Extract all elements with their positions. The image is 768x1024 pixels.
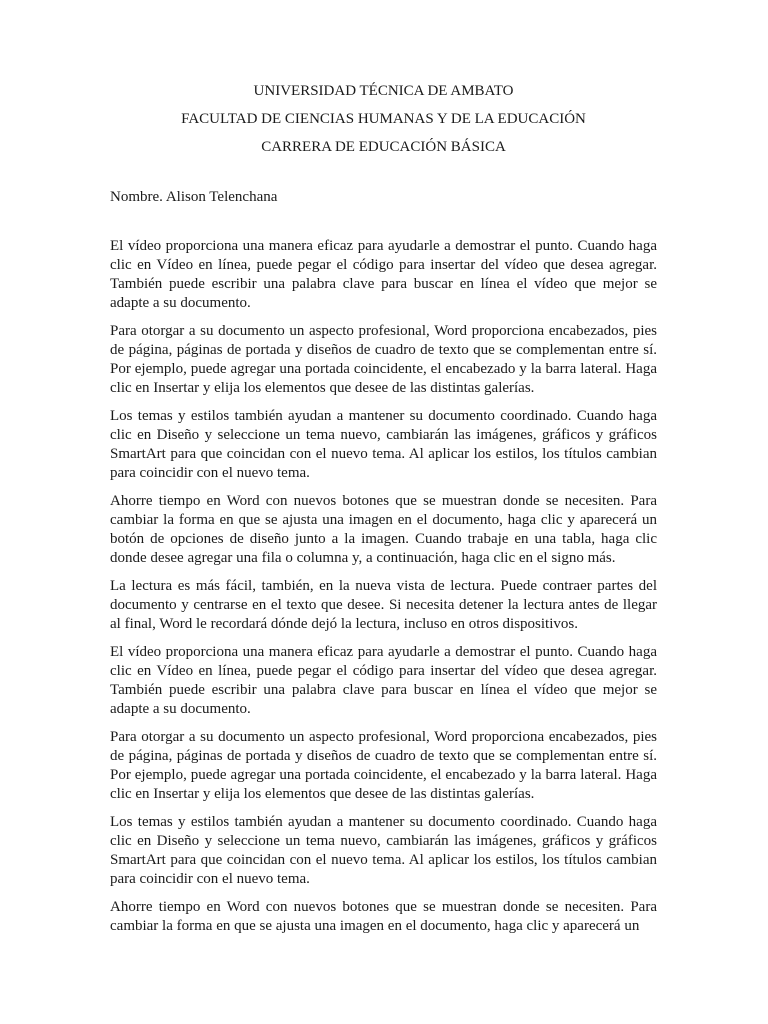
- paragraph: La lectura es más fácil, también, en la nueva vista de lectura. Puede contraer partes del documento y centrarse en el texto que desee. Si necesita detener la lectura antes de llegar al final, Word le recordará dónde dejó la lectura, incluso en otros dispositivos.: [110, 578, 657, 632]
- student-name: Nombre. Alison Telenchana: [110, 189, 278, 205]
- career-title: CARRERA DE EDUCACIÓN BÁSICA: [261, 139, 506, 155]
- university-title: UNIVERSIDAD TÉCNICA DE AMBATO: [253, 83, 514, 99]
- paragraph: Los temas y estilos también ayudan a mantener su documento coordinado. Cuando haga clic en Diseño y seleccione un tema nuevo, cambiarán las imágenes, gráficos y gráficos SmartArt para que coincidan con el nuevo tema. Al aplicar los estilos, los títulos cambian para coincidir con el nuevo tema.: [110, 814, 657, 887]
- document-body: [110, 237, 657, 936]
- paragraph: El vídeo proporciona una manera eficaz para ayudarle a demostrar el punto. Cuando haga clic en Vídeo en línea, puede pegar el código para insertar del vídeo que desea agregar. También puede escribir una palabra clave para buscar en línea el vídeo que mejor se adapte a su documento.: [110, 644, 657, 717]
- paragraph: Ahorre tiempo en Word con nuevos botones que se muestran donde se necesiten. Para cambiar la forma en que se ajusta una imagen en el documento, haga clic y aparecerá un botón de opciones de diseño junto a la imagen. Cuando trabaje en una tabla, haga clic donde desee agregar una fila o columna y, a continuación, haga clic en el signo más.: [110, 493, 657, 566]
- paragraph: Los temas y estilos también ayudan a mantener su documento coordinado. Cuando haga clic en Diseño y seleccione un tema nuevo, cambiarán las imágenes, gráficos y gráficos SmartArt para que coincidan con el nuevo tema. Al aplicar los estilos, los títulos cambian para coincidir con el nuevo tema.: [110, 408, 657, 481]
- paragraph: Para otorgar a su documento un aspecto profesional, Word proporciona encabezados, pies de página, páginas de portada y diseños de cuadro de texto que se complementan entre sí. Por ejemplo, puede agregar una portada coincidente, el encabezado y la barra lateral. Haga clic en Insertar y elija los elementos que desee de las distintas galerías.: [110, 323, 657, 396]
- paragraph: El vídeo proporciona una manera eficaz para ayudarle a demostrar el punto. Cuando haga clic en Vídeo en línea, puede pegar el código para insertar del vídeo que desea agregar. También puede escribir una palabra clave para buscar en línea el vídeo que mejor se adapte a su documento.: [110, 238, 657, 311]
- paragraph: Ahorre tiempo en Word con nuevos botones que se muestran donde se necesiten. Para cambiar la forma en que se ajusta una imagen en el documento, haga clic y aparecerá un: [110, 899, 657, 934]
- faculty-title: FACULTAD DE CIENCIAS HUMANAS Y DE LA EDUCACIÓN: [181, 111, 586, 127]
- document-page: [110, 82, 657, 945]
- paragraph: Para otorgar a su documento un aspecto profesional, Word proporciona encabezados, pies de página, páginas de portada y diseños de cuadro de texto que se complementan entre sí. Por ejemplo, puede agregar una portada coincidente, el encabezado y la barra lateral. Haga clic en Insertar y elija los elementos que desee de las distintas galerías.: [110, 729, 657, 802]
